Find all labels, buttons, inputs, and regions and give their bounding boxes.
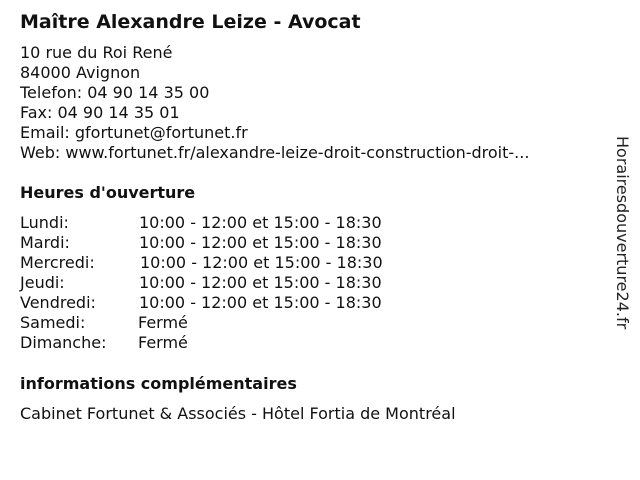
hours-value: 10:00 - 12:00 et 15:00 - 18:30 (139, 273, 382, 292)
hours-value: 10:00 - 12:00 et 15:00 - 18:30 (140, 253, 383, 272)
hours-value: 10:00 - 12:00 et 15:00 - 18:30 (139, 293, 382, 312)
day-label: Lundi: (20, 213, 69, 232)
hours-value: 10:00 - 12:00 et 15:00 - 18:30 (139, 233, 382, 252)
page-title: Maître Alexandre Leize - Avocat (20, 11, 361, 33)
day-label: Mardi: (20, 233, 70, 252)
website-address: Web: www.fortunet.fr/alexandre-leize-droit-construction-droit-... (20, 143, 530, 162)
hours-value: Fermé (138, 313, 188, 332)
day-label: Dimanche: (20, 333, 107, 352)
additional-info-heading: informations complémentaires (20, 374, 297, 393)
address-line-1: 10 rue du Roi René (20, 43, 173, 62)
day-label: Mercredi: (20, 253, 95, 272)
email-address: Email: gfortunet@fortunet.fr (20, 123, 248, 142)
hours-value: 10:00 - 12:00 et 15:00 - 18:30 (139, 213, 382, 232)
phone-number: Telefon: 04 90 14 35 00 (20, 83, 210, 102)
day-label: Jeudi: (20, 273, 65, 292)
contact-block (20, 43, 529, 163)
address-line-2: 84000 Avignon (20, 63, 141, 82)
day-label: Vendredi: (20, 293, 96, 312)
hours-value: Fermé (138, 333, 188, 352)
fax-number: Fax: 04 90 14 35 01 (20, 103, 180, 122)
day-label: Samedi: (20, 313, 86, 332)
opening-hours-heading: Heures d'ouverture (20, 183, 196, 202)
additional-info-text: Cabinet Fortunet & Associés - Hôtel Fortia de Montréal (20, 404, 456, 423)
site-watermark: Horairesdouverture24.fr (613, 136, 632, 330)
